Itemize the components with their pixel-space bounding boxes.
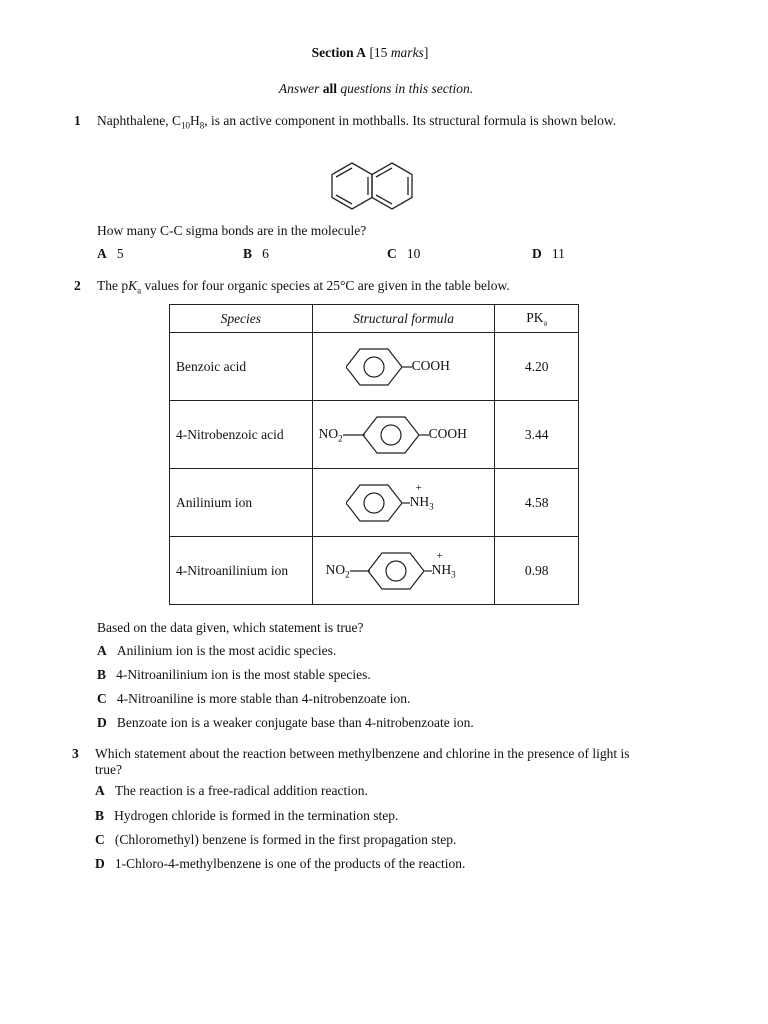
- q3-option-c[interactable]: C (Chloromethyl) benzene is formed in the first propagation step.: [95, 832, 457, 847]
- q3-stem: Which statement about the reaction between methylbenzene and chlorine in the presence of light is true?: [95, 746, 630, 777]
- benzene-ring-icon: [346, 483, 402, 523]
- plus-charge: +: [436, 550, 443, 562]
- table-row: [170, 401, 579, 469]
- q1-stem: Naphthalene, $C_{10}H_8$, is an active component in mothballs. Its structural formula is shown below.: [97, 113, 617, 131]
- pk-value: 3.44: [495, 401, 579, 469]
- species-name: Benzoic acid: [170, 333, 313, 401]
- naphthalene-structure: [328, 160, 424, 216]
- benzene-ring-icon: [363, 415, 419, 455]
- structural-formula: [312, 537, 495, 605]
- structural-formula: [312, 333, 495, 401]
- plus-charge: +: [415, 482, 422, 494]
- species-name: Anilinium ion: [170, 469, 313, 537]
- benzene-ring-icon: [368, 551, 424, 591]
- pk-value: 4.20: [495, 333, 579, 401]
- table-row: [170, 333, 579, 401]
- substituent-left: $NO_2$: [318, 426, 343, 444]
- section-instruction: Answer all questions in this section.: [278, 81, 474, 96]
- structural-formula: [312, 401, 495, 469]
- q1-question: How many C-C sigma bonds are in the molecule?: [97, 223, 367, 238]
- q2-question: Based on the data given, which statement is true?: [97, 620, 364, 635]
- substituent-right: COOH: [411, 358, 450, 373]
- bond-line: [424, 570, 432, 572]
- q3-option-a[interactable]: A The reaction is a free-radical addition reaction.: [95, 783, 368, 798]
- species-name: 4-Nitrobenzoic acid: [170, 401, 313, 469]
- pka-table: [169, 304, 579, 605]
- pk-value: 4.58: [495, 469, 579, 537]
- table-row: [170, 537, 579, 605]
- q1-option-d[interactable]: D 11: [532, 246, 565, 261]
- substituent-right: $NH_3$: [409, 494, 434, 512]
- q1-option-b[interactable]: B 6: [243, 246, 269, 261]
- section-title: Section A [15 marks]: [311, 45, 429, 60]
- header-species: Species: [170, 305, 313, 333]
- substituent-right: $NH_3$: [431, 562, 456, 580]
- q2-option-a[interactable]: A Anilinium ion is the most acidic species.: [97, 643, 337, 658]
- bond-line: [402, 502, 410, 504]
- benzene-ring-icon: [346, 347, 402, 387]
- header-pk: $PK_a$: [495, 305, 579, 333]
- q2-stem: The $pK_a$ values for four organic species at 25°C are given in the table below.: [97, 278, 510, 296]
- table-header-row: [170, 305, 579, 333]
- q1-number: 1: [74, 113, 81, 128]
- bond-line: [419, 434, 429, 436]
- q2-option-b[interactable]: B 4-Nitroanilinium ion is the most stable species.: [97, 667, 371, 682]
- q2-number: 2: [74, 278, 81, 293]
- structural-formula: [312, 469, 495, 537]
- q2-option-c[interactable]: C 4-Nitroaniline is more stable than 4-nitrobenzoate ion.: [97, 691, 411, 706]
- substituent-right: COOH: [428, 426, 467, 441]
- substituent-left: $NO_2$: [325, 562, 350, 580]
- q3-option-d[interactable]: D 1-Chloro-4-methylbenzene is one of the products of the reaction.: [95, 856, 466, 871]
- species-name: 4-Nitroanilinium ion: [170, 537, 313, 605]
- bond-line: [343, 434, 365, 436]
- pk-value: 0.98: [495, 537, 579, 605]
- header-formula: Structural formula: [312, 305, 495, 333]
- bond-line: [350, 570, 370, 572]
- q3-number: 3: [72, 746, 79, 761]
- table-row: [170, 469, 579, 537]
- q3-option-b[interactable]: B Hydrogen chloride is formed in the termination step.: [95, 808, 399, 823]
- bond-line: [402, 366, 412, 368]
- q2-option-d[interactable]: D Benzoate ion is a weaker conjugate base than 4-nitrobenzoate ion.: [97, 715, 474, 730]
- q1-option-a[interactable]: A 5: [97, 246, 124, 261]
- q1-option-c[interactable]: C 10: [387, 246, 421, 261]
